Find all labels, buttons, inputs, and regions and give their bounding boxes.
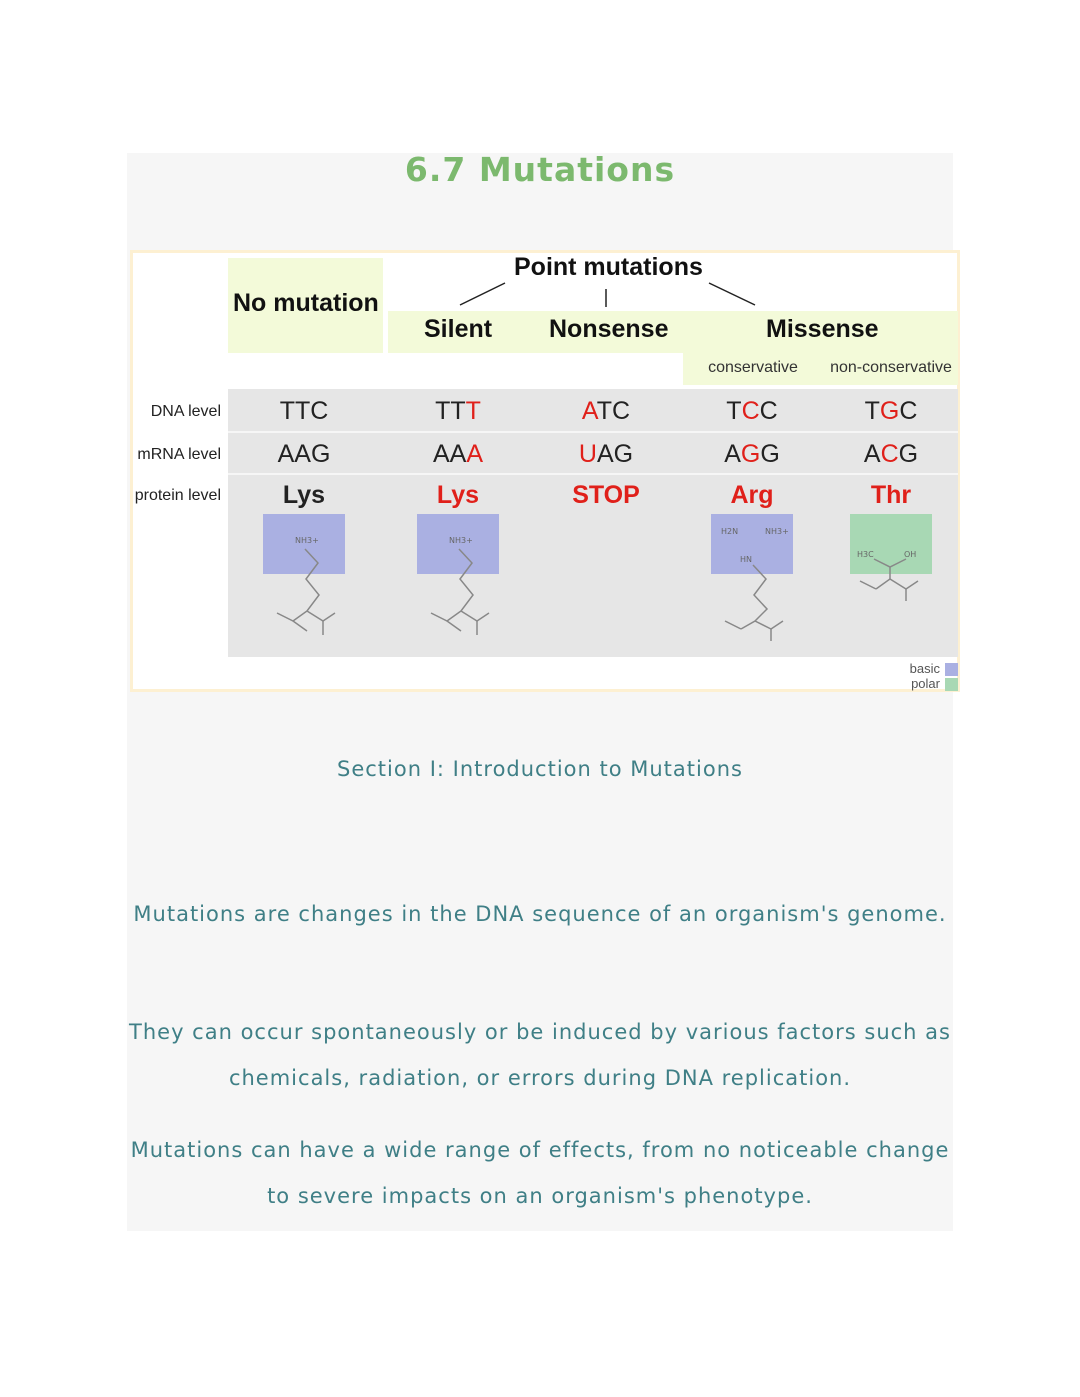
no-mutation-mrna: AAG [277, 440, 331, 468]
section-title: Section I: Introduction to Mutations [337, 757, 743, 781]
legend-polar-label: polar [911, 676, 940, 691]
dna-level-label: DNA level [150, 403, 221, 420]
nh3-label: NH3+ [449, 536, 473, 545]
no-mutation-dna: TTC [279, 397, 329, 425]
paragraph-3: Mutations can have a wide range of effects, from no noticeable change to severe impacts on an organism's phenotype. [130, 1138, 950, 1208]
silent-label: Silent [424, 315, 493, 343]
no-mutation-label: No mutation [233, 289, 379, 317]
row-divider [228, 473, 958, 475]
mutation-figure [130, 250, 960, 692]
conservative-mrna: AGG [724, 440, 780, 468]
page-title: 6.7 Mutations [404, 150, 676, 189]
legend-polar-swatch [945, 678, 958, 691]
nonsense-dna: ATC [581, 397, 631, 425]
oh-label: OH [904, 550, 917, 559]
silent-dna: TTT [435, 397, 481, 425]
conservative-dna: TCC [726, 397, 778, 425]
conservative-label: conservative [708, 359, 798, 376]
silent-protein: Lys [436, 481, 480, 509]
h2n-label: H2N [721, 527, 739, 536]
conservative-protein: Arg [730, 481, 774, 509]
non-conservative-label: non-conservative [830, 359, 952, 376]
silent-mrna: AAA [432, 440, 484, 468]
missense-label: Missense [766, 315, 879, 343]
thr-structure [850, 543, 940, 623]
nonconservative-dna: TGC [864, 397, 918, 425]
paragraph-2: They can occur spontaneously or be induced by various factors such as chemicals, radiation, or errors during DNA replication. [129, 1020, 951, 1090]
arg-structure [711, 543, 801, 643]
paragraph-1: Mutations are changes in the DNA sequence of an organism's genome. [133, 902, 947, 926]
row-divider [228, 431, 958, 433]
nonconservative-protein: Thr [870, 481, 912, 509]
h3c-label: H3C [857, 550, 874, 559]
nonsense-label: Nonsense [549, 315, 669, 343]
lys-structure-1 [263, 543, 353, 643]
nonconservative-mrna: ACG [863, 440, 919, 468]
branch-lines [133, 253, 963, 323]
hn-label: HN [740, 555, 752, 564]
nonsense-mrna: UAG [578, 440, 634, 468]
lys-structure-2 [417, 543, 507, 643]
point-mutations-label: Point mutations [514, 253, 703, 281]
protein-level-label: protein level [134, 487, 221, 504]
nh3-label: NH3+ [295, 536, 319, 545]
nh3-label: NH3+ [765, 527, 789, 536]
nonsense-protein: STOP [572, 481, 640, 509]
legend-basic-label: basic [909, 661, 940, 676]
legend-basic-swatch [945, 663, 958, 676]
no-mutation-protein: Lys [282, 481, 326, 509]
mrna-level-label: mRNA level [137, 446, 221, 463]
